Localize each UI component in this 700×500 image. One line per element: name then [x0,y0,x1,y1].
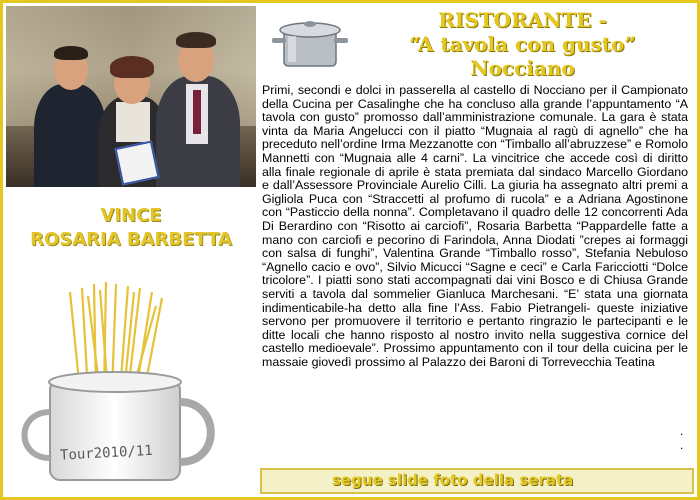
decorative-dot: . [680,424,684,438]
cooking-pot-icon [270,16,350,72]
person-left [34,84,106,187]
decorative-dot: . [680,438,684,452]
restaurant-title [355,8,690,80]
award-plaque [114,140,159,185]
title-line-3: Nocciano [470,56,575,80]
event-photo [6,6,256,187]
winner-line-1: VINCE [100,205,162,226]
cup-label: Tour2010/11 [59,442,154,464]
title-line-1: RISTORANTE - [438,8,607,32]
winner-heading [6,204,256,252]
footer-banner-text: segue slide foto della serata [332,471,574,489]
title-line-2: “A tavola con gusto” [409,32,636,56]
article-body: Primi, secondi e dolci in passerella al castello di Nocciano per il Campionato della Cucina per Casalinghe che ha concluso alla grande l’appuntamento “A tavola con gusto” promosso dall’amministrazione comunale. La gara è stata vinta da Maria Angelucci con il piatto “Mugnaia al ragù di agnello” che ha preceduto nell’ordine Irma Mezzanotte con “Timballo all’abruzzese” e Romolo Mannetti con “Mugnaia alle 4 carni”. La vincitrice che accede così di diritto alla finale regionale di aprile è stata premiata dal sindaco Marcello Giordano e dall’Assessore Provinciale Aurelio Cilli. La giuria ha assegnato altri premi a Gigliola Puca con “Straccetti al profumo di rucola” e a Adriana Agostinone con “Pasticcio della nonna”. Completavano il quadro delle 12 concorrenti Ada Di Berardino con “Risotto ai carciofi”, Rosaria Barbetta “Pappardelle fatte a mano con carciofi e pecorino di Farindola, Anna Diodati ”crepes ai formaggi con salsa di funghi”, Valentina Grande “Timballo rosso”, Stefania Nebuloso “Agnello cacio e ovo”, Silvio Micucci “Sagne e ceci” e Carla Faricciotti “Dolce tricolore”. I piatti sono stati accompagnati dai vini Bosco e di Chiusa Grande serviti a tavola dal sommelier Gianluca Marchesani. “E’ stata una giornata indimenticabile-ha detto alla fine l’Ass. Fabio Pietrangeli- queste iniziative servono per promuovere il territorio e pertanto ringrazio le partecipanti e le ditte locali che hanno risposto al nostro invito nella suggestiva cornice del castello medioevale”. Prossimo appuntamento con il tour della cuicina per le massaie giovedì prossimo al Palazzo dei Baroni di Torrevecchia Teatina [262,83,688,369]
footer-banner[interactable] [260,468,694,494]
winner-line-2: ROSARIA BARBETTA [30,229,232,250]
